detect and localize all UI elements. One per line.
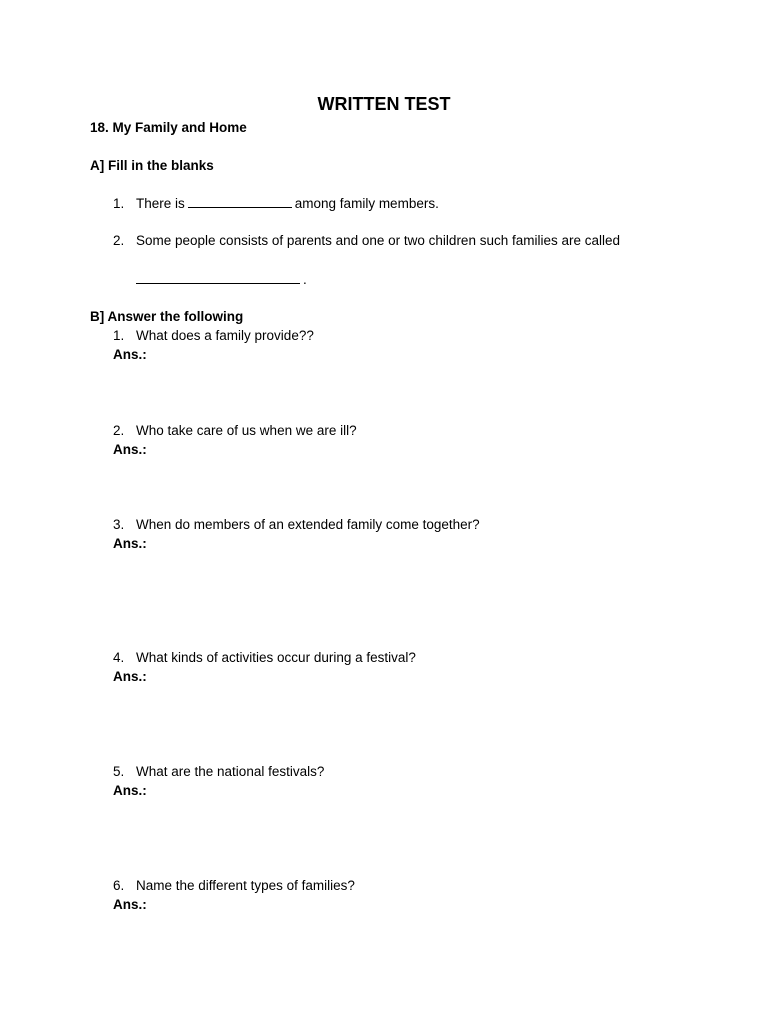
- answer-blank[interactable]: [136, 271, 300, 284]
- page-title: WRITTEN TEST: [317, 94, 451, 114]
- question-number: 1.: [113, 328, 125, 343]
- question-5: [113, 764, 324, 779]
- answer-label: Ans.:: [113, 442, 147, 457]
- question-3: [113, 517, 480, 532]
- blank-item-2: [113, 233, 620, 248]
- chapter-heading: 18. My Family and Home: [90, 120, 247, 135]
- blank-item-text-after: among family members.: [294, 196, 439, 211]
- answer-label: Ans.:: [113, 536, 147, 551]
- blank-item-number: 1.: [113, 196, 125, 211]
- blank-item-1: [113, 195, 439, 211]
- question-text: What kinds of activities occur during a festival?: [136, 650, 416, 665]
- blank-item-end: .: [303, 272, 307, 287]
- question-6: [113, 878, 355, 893]
- blank-item-text: Some people consists of parents and one or two children such families are called: [136, 233, 621, 248]
- question-number: 6.: [113, 878, 125, 893]
- question-1: [113, 328, 314, 343]
- blank-item-number: 2.: [113, 233, 125, 248]
- blank-item-text-before: There is: [136, 196, 185, 211]
- question-text: Who take care of us when we are ill?: [136, 423, 357, 438]
- question-number: 2.: [113, 423, 125, 438]
- answer-blank[interactable]: [188, 195, 292, 208]
- answer-label: Ans.:: [113, 783, 147, 798]
- question-text: What are the national festivals?: [136, 764, 325, 779]
- question-text: What does a family provide??: [136, 328, 314, 343]
- answer-label: Ans.:: [113, 897, 147, 912]
- question-number: 4.: [113, 650, 125, 665]
- question-number: 5.: [113, 764, 125, 779]
- blank-item-2-line: [136, 271, 307, 287]
- section-a-heading: A] Fill in the blanks: [90, 158, 214, 173]
- question-2: [113, 423, 357, 438]
- question-number: 3.: [113, 517, 125, 532]
- answer-label: Ans.:: [113, 347, 147, 362]
- question-4: [113, 650, 416, 665]
- section-b-heading: B] Answer the following: [90, 309, 244, 324]
- question-text: When do members of an extended family come together?: [136, 517, 480, 532]
- question-text: Name the different types of families?: [136, 878, 355, 893]
- answer-label: Ans.:: [113, 669, 147, 684]
